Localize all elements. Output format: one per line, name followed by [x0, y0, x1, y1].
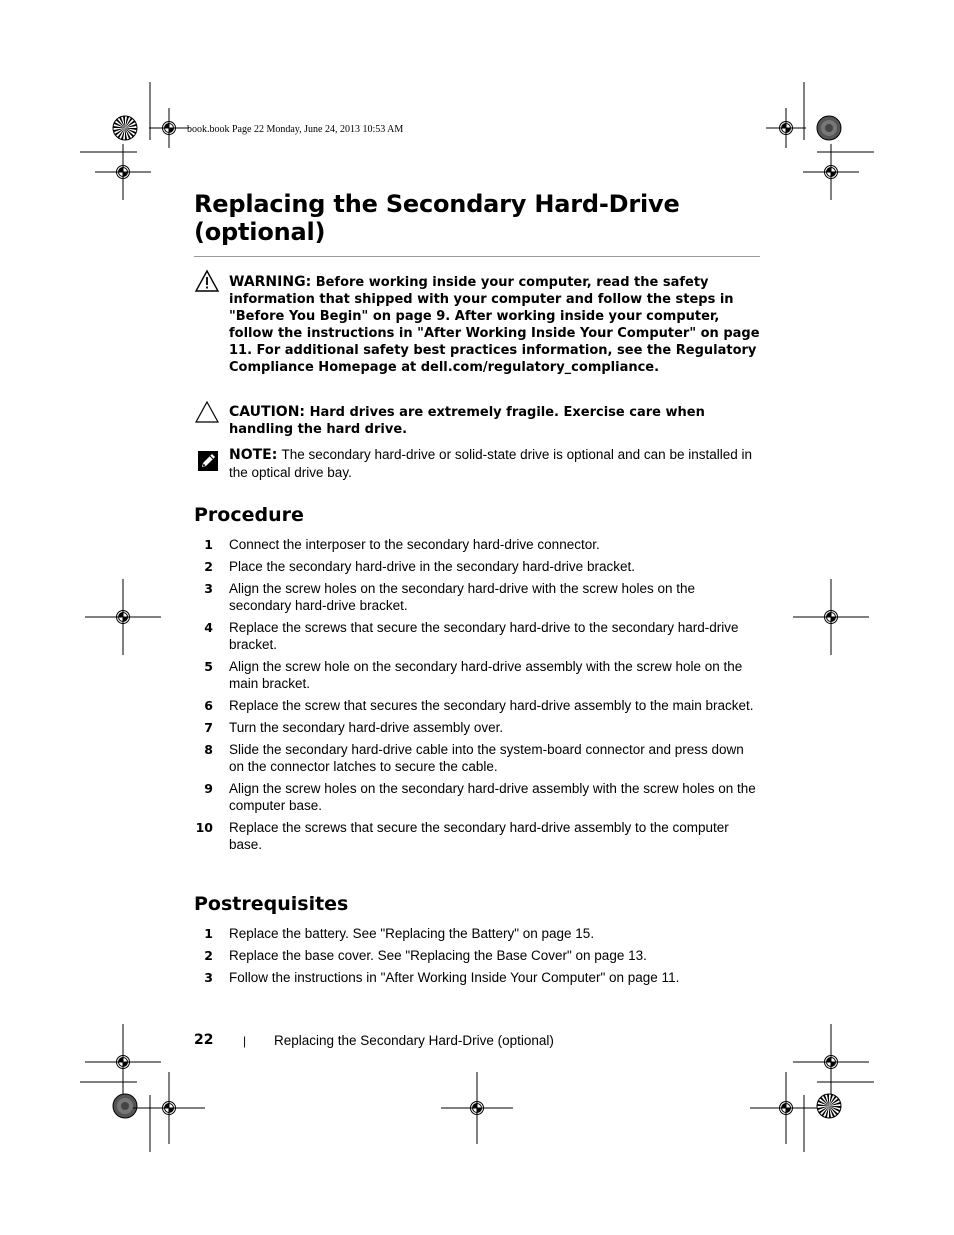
postrequisite-step: [194, 947, 761, 964]
procedure-heading: Procedure: [194, 504, 304, 526]
note-notice: [229, 446, 761, 482]
procedure-step: [194, 741, 761, 775]
texture-target: [121, 1102, 129, 1110]
procedure-step: [194, 619, 761, 653]
step-number: 1: [204, 926, 213, 941]
step-text: Replace the base cover. See "Replacing the Base Cover" on page 13.: [229, 948, 647, 963]
step-number: 7: [204, 720, 213, 735]
step-number: 3: [204, 970, 213, 985]
warning-label: WARNING:: [229, 274, 312, 290]
procedure-step: [194, 819, 761, 853]
step-number: 8: [204, 742, 213, 757]
postrequisite-step: [194, 925, 761, 942]
step-text: Replace the screw that secures the secondary hard-drive assembly to the main bracket.: [229, 698, 754, 713]
step-text: Connect the interposer to the secondary hard-drive connector.: [229, 537, 600, 552]
step-number: 1: [204, 537, 213, 552]
step-number: 2: [204, 559, 213, 574]
step-text: Place the secondary hard-drive in the secondary hard-drive bracket.: [229, 559, 635, 574]
title-rule: [194, 256, 760, 257]
caution-icon: [194, 400, 220, 428]
procedure-step: [194, 780, 761, 814]
procedure-step: [194, 580, 761, 614]
page-number: 22: [194, 1032, 214, 1048]
texture-target: [825, 124, 833, 132]
caution-notice: [229, 404, 761, 438]
step-number: 10: [195, 820, 213, 835]
footer-separator: |: [243, 1034, 247, 1048]
step-number: 4: [204, 620, 213, 635]
note-label: NOTE:: [229, 447, 278, 463]
step-text: Replace the screws that secure the secondary hard-drive to the secondary hard-drive bracket.: [229, 620, 739, 652]
procedure-step: [194, 558, 761, 575]
print-header: book.book Page 22 Monday, June 24, 2013 10:53 AM: [187, 124, 404, 135]
warning-icon: [194, 269, 220, 297]
procedure-step: [194, 658, 761, 692]
postrequisite-steps: [194, 925, 761, 991]
procedure-step: [194, 719, 761, 736]
warning-text: Before working inside your computer, read the safety information that shipped with your computer and follow the steps in "Before You Begin" on page 9. After working inside your computer, follow the instructions in "After Working Inside Your Computer" on page 11. For additional safety best practices information, see the Regulatory Compliance Homepage at dell.com/regulatory_compliance.: [229, 275, 760, 375]
step-text: Align the screw hole on the secondary hard-drive assembly with the screw hole on the main bracket.: [229, 659, 743, 691]
step-text: Align the screw holes on the secondary hard-drive assembly with the screw holes on the computer base.: [229, 781, 756, 813]
page-title: Replacing the Secondary Hard-Drive (optional): [194, 190, 680, 246]
procedure-steps: [194, 536, 761, 858]
step-number: 6: [204, 698, 213, 713]
step-text: Align the screw holes on the secondary hard-drive with the screw holes on the secondary hard-drive bracket.: [229, 581, 696, 613]
step-number: 2: [204, 948, 213, 963]
warning-notice: [229, 274, 761, 376]
note-icon: [197, 450, 219, 476]
step-text: Turn the secondary hard-drive assembly over.: [229, 720, 504, 735]
step-number: 5: [204, 659, 213, 674]
step-number: 9: [204, 781, 213, 796]
procedure-step: [194, 536, 761, 553]
caution-label: CAUTION:: [229, 404, 306, 420]
footer-chapter-title: Replacing the Secondary Hard-Drive (optional): [274, 1033, 554, 1048]
procedure-step: [194, 697, 761, 714]
step-number: 3: [204, 581, 213, 596]
postrequisites-heading: Postrequisites: [194, 893, 349, 915]
step-text: Slide the secondary hard-drive cable into the system-board connector and press down on the connector latches to secure the cable.: [229, 742, 744, 774]
step-text: Follow the instructions in "After Working Inside Your Computer" on page 11.: [229, 970, 680, 985]
caution-text: Hard drives are extremely fragile. Exercise care when handling the hard drive.: [229, 405, 705, 437]
note-text: The secondary hard-drive or solid-state drive is optional and can be installed in the optical drive bay.: [229, 447, 752, 480]
step-text: Replace the battery. See "Replacing the Battery" on page 15.: [229, 926, 595, 941]
step-text: Replace the screws that secure the secondary hard-drive assembly to the computer base.: [229, 820, 729, 852]
postrequisite-step: [194, 969, 761, 986]
